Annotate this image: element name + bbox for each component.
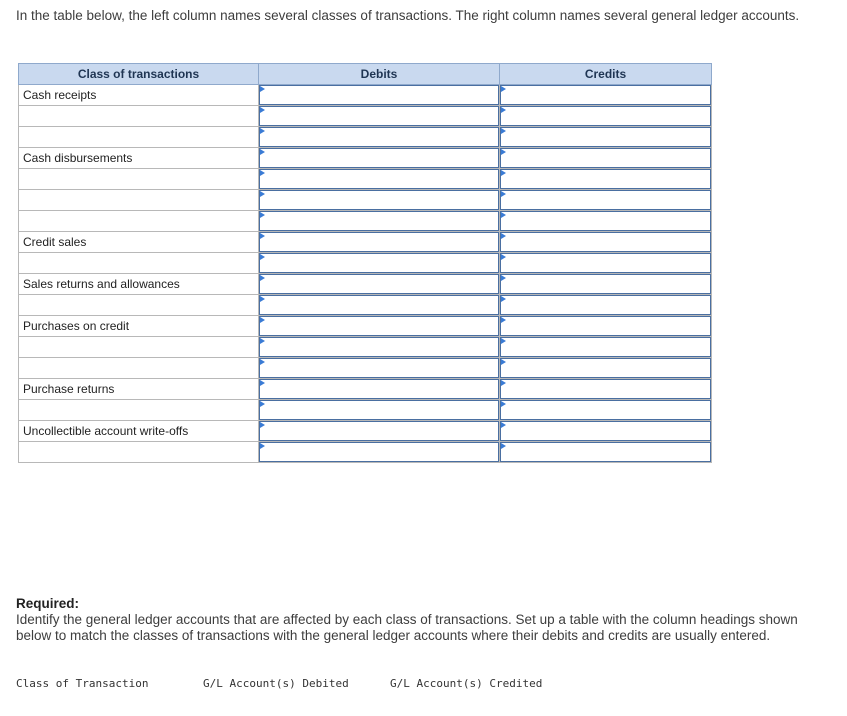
table-row xyxy=(19,295,712,316)
dropdown-marker-icon xyxy=(260,338,265,344)
dropdown-marker-icon xyxy=(501,191,506,197)
credit-input-cell[interactable] xyxy=(500,442,712,463)
dropdown-marker-icon xyxy=(260,254,265,260)
table-row xyxy=(19,442,712,463)
credit-input-cell[interactable] xyxy=(500,421,712,442)
dropdown-marker-icon xyxy=(260,296,265,302)
dropdown-marker-icon xyxy=(260,275,265,281)
dropdown-marker-icon xyxy=(501,443,506,449)
column-heading-debited: G/L Account(s) Debited xyxy=(203,677,349,690)
debit-input-cell[interactable] xyxy=(259,85,500,106)
dropdown-marker-icon xyxy=(260,443,265,449)
dropdown-marker-icon xyxy=(501,296,506,302)
debit-input-cell[interactable] xyxy=(259,316,500,337)
debit-input-cell[interactable] xyxy=(259,148,500,169)
debit-input-cell[interactable] xyxy=(259,106,500,127)
dropdown-marker-icon xyxy=(501,149,506,155)
debit-input-cell[interactable] xyxy=(259,190,500,211)
table-row xyxy=(19,421,712,442)
dropdown-marker-icon xyxy=(260,149,265,155)
class-cell xyxy=(19,400,259,421)
dropdown-marker-icon xyxy=(501,422,506,428)
debit-input-cell[interactable] xyxy=(259,232,500,253)
dropdown-marker-icon xyxy=(501,359,506,365)
debit-input-cell[interactable] xyxy=(259,253,500,274)
dropdown-marker-icon xyxy=(501,275,506,281)
dropdown-marker-icon xyxy=(501,317,506,323)
dropdown-marker-icon xyxy=(260,86,265,92)
column-heading-credited: G/L Account(s) Credited xyxy=(390,677,543,690)
debit-input-cell[interactable] xyxy=(259,358,500,379)
dropdown-marker-icon xyxy=(260,401,265,407)
table-row xyxy=(19,274,712,295)
debit-input-cell[interactable] xyxy=(259,295,500,316)
debit-input-cell[interactable] xyxy=(259,274,500,295)
dropdown-marker-icon xyxy=(501,170,506,176)
debit-input-cell[interactable] xyxy=(259,169,500,190)
table-row xyxy=(19,211,712,232)
dropdown-marker-icon xyxy=(260,233,265,239)
debit-input-cell[interactable] xyxy=(259,442,500,463)
credit-input-cell[interactable] xyxy=(500,253,712,274)
debit-input-cell[interactable] xyxy=(259,400,500,421)
table-row xyxy=(19,232,712,253)
dropdown-marker-icon xyxy=(501,233,506,239)
credit-input-cell[interactable] xyxy=(500,316,712,337)
table-row xyxy=(19,148,712,169)
credit-input-cell[interactable] xyxy=(500,358,712,379)
dropdown-marker-icon xyxy=(260,422,265,428)
table-row xyxy=(19,358,712,379)
dropdown-marker-icon xyxy=(260,317,265,323)
table-row xyxy=(19,316,712,337)
class-cell: Sales returns and allowances xyxy=(19,274,259,295)
debit-input-cell[interactable] xyxy=(259,337,500,358)
header-class: Class of transactions xyxy=(19,64,259,85)
credit-input-cell[interactable] xyxy=(500,148,712,169)
debit-input-cell[interactable] xyxy=(259,127,500,148)
required-text: Identify the general ledger accounts that are affected by each class of transactions. Set up a table with the column headings shown below to match the classes of transactions with the general ledger accounts where their debits and credits are usually entered. xyxy=(16,612,798,643)
table-row xyxy=(19,253,712,274)
class-cell: Purchases on credit xyxy=(19,316,259,337)
header-debits: Debits xyxy=(259,64,500,85)
dropdown-marker-icon xyxy=(260,128,265,134)
credit-input-cell[interactable] xyxy=(500,106,712,127)
class-cell xyxy=(19,253,259,274)
table-row xyxy=(19,169,712,190)
class-cell xyxy=(19,337,259,358)
class-cell xyxy=(19,211,259,232)
debit-input-cell[interactable] xyxy=(259,379,500,400)
credit-input-cell[interactable] xyxy=(500,190,712,211)
class-cell: Purchase returns xyxy=(19,379,259,400)
dropdown-marker-icon xyxy=(260,212,265,218)
dropdown-marker-icon xyxy=(501,338,506,344)
credit-input-cell[interactable] xyxy=(500,127,712,148)
credit-input-cell[interactable] xyxy=(500,274,712,295)
dropdown-marker-icon xyxy=(501,380,506,386)
class-cell xyxy=(19,442,259,463)
class-cell: Credit sales xyxy=(19,232,259,253)
header-credits: Credits xyxy=(500,64,712,85)
table-row xyxy=(19,85,712,106)
dropdown-marker-icon xyxy=(501,86,506,92)
class-cell xyxy=(19,190,259,211)
table-header-row xyxy=(19,64,712,85)
table-row xyxy=(19,337,712,358)
debit-input-cell[interactable] xyxy=(259,211,500,232)
table-row xyxy=(19,400,712,421)
class-cell xyxy=(19,106,259,127)
dropdown-marker-icon xyxy=(501,107,506,113)
column-heading-class: Class of Transaction xyxy=(16,677,149,690)
required-section xyxy=(16,596,806,644)
dropdown-marker-icon xyxy=(501,401,506,407)
class-cell xyxy=(19,169,259,190)
credit-input-cell[interactable] xyxy=(500,379,712,400)
dropdown-marker-icon xyxy=(260,191,265,197)
credit-input-cell[interactable] xyxy=(500,337,712,358)
dropdown-marker-icon xyxy=(501,212,506,218)
credit-input-cell[interactable] xyxy=(500,211,712,232)
transactions-table xyxy=(18,63,712,463)
dropdown-marker-icon xyxy=(260,107,265,113)
table-row xyxy=(19,379,712,400)
credit-input-cell[interactable] xyxy=(500,295,712,316)
debit-input-cell[interactable] xyxy=(259,421,500,442)
dropdown-marker-icon xyxy=(260,359,265,365)
table-row xyxy=(19,190,712,211)
class-cell xyxy=(19,127,259,148)
class-cell xyxy=(19,295,259,316)
table-row xyxy=(19,106,712,127)
credit-input-cell[interactable] xyxy=(500,232,712,253)
dropdown-marker-icon xyxy=(501,128,506,134)
credit-input-cell[interactable] xyxy=(500,85,712,106)
class-cell: Uncollectible account write-offs xyxy=(19,421,259,442)
dropdown-marker-icon xyxy=(501,254,506,260)
class-cell: Cash disbursements xyxy=(19,148,259,169)
class-cell xyxy=(19,358,259,379)
credit-input-cell[interactable] xyxy=(500,400,712,421)
credit-input-cell[interactable] xyxy=(500,169,712,190)
required-label: Required: xyxy=(16,596,80,611)
table-row xyxy=(19,127,712,148)
class-cell: Cash receipts xyxy=(19,85,259,106)
intro-text: In the table below, the left column names several classes of transactions. The right column names several general ledger accounts. xyxy=(16,8,800,23)
dropdown-marker-icon xyxy=(260,380,265,386)
dropdown-marker-icon xyxy=(260,170,265,176)
